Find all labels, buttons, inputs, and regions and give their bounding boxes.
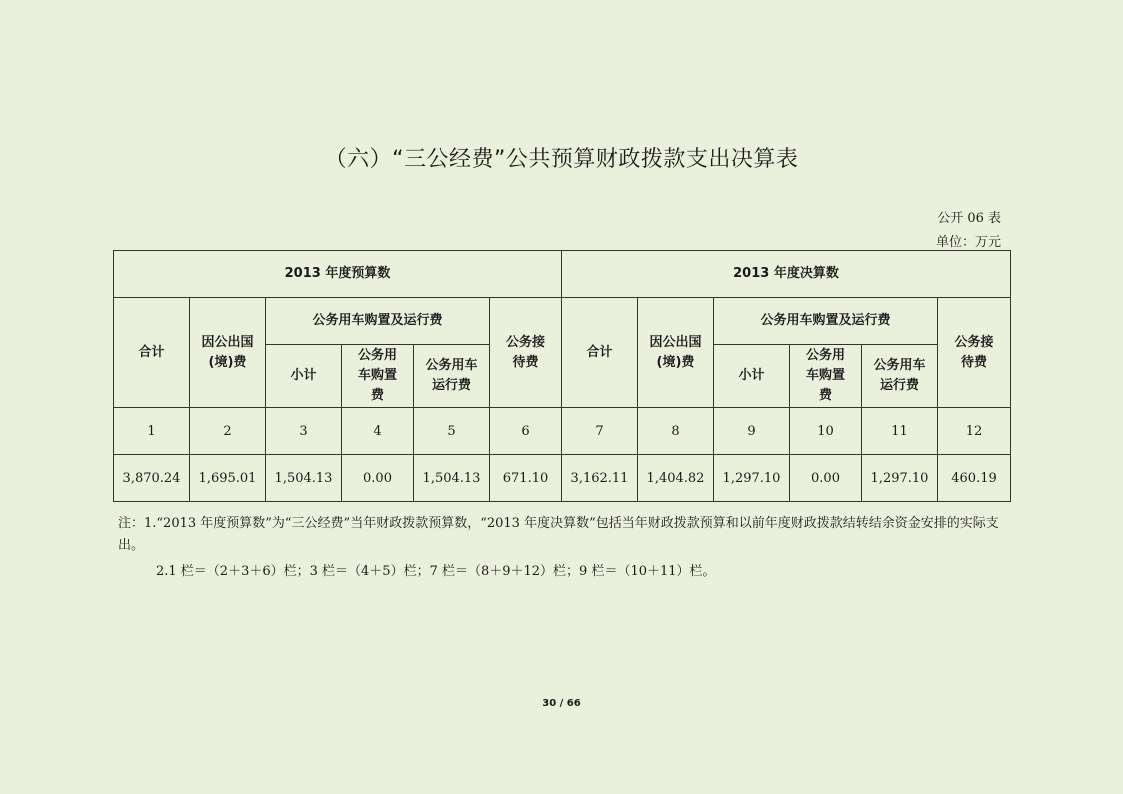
header-total: 合计 [114,298,190,408]
value-cell: 1,297.10 [714,455,790,502]
value-cell: 460.19 [938,455,1011,502]
value-cell: 1,297.10 [862,455,938,502]
header-vehicle-running: 公务用车 运行费 [862,345,938,408]
header-final-2013: 2013 年度决算数 [562,251,1011,298]
header-reception: 公务接 待费 [490,298,562,408]
header-reception: 公务接 待费 [938,298,1011,408]
header-vehicle: 公务用车购置及运行费 [266,298,490,345]
unit-label: 单位：万元 [935,235,1001,250]
table-notes [118,513,1010,583]
table-code: 公开 06 表 [937,211,1001,226]
header-abroad: 因公出国 (境)费 [190,298,266,408]
value-cell: 3,870.24 [114,455,190,502]
header-subtotal: 小计 [266,345,342,408]
value-cell: 1,695.01 [190,455,266,502]
value-cell: 671.10 [490,455,562,502]
header-total: 合计 [562,298,638,408]
value-cell: 0.00 [790,455,862,502]
column-number: 2 [190,408,266,455]
value-cell: 3,162.11 [562,455,638,502]
note-1: 注：1.“2013 年度预算数”为“三公经费”当年财政拨款预算数，“2013 年度决算数”包括当年财政拨款预算和以前年度财政拨款结转结余资金安排的实际支出。 [118,516,999,553]
column-number: 10 [790,408,862,455]
column-number: 5 [414,408,490,455]
value-cell: 1,404.82 [638,455,714,502]
page-number: 30 / 66 [542,698,581,709]
column-number: 9 [714,408,790,455]
column-number: 12 [938,408,1011,455]
header-vehicle: 公务用车购置及运行费 [714,298,938,345]
column-number: 6 [490,408,562,455]
header-abroad: 因公出国 (境)费 [638,298,714,408]
column-number: 1 [114,408,190,455]
value-cell: 0.00 [342,455,414,502]
header-budget-2013: 2013 年度预算数 [114,251,562,298]
value-cell: 1,504.13 [266,455,342,502]
column-number: 11 [862,408,938,455]
header-vehicle-purchase: 公务用 车购置 费 [790,345,862,408]
header-vehicle-running: 公务用车 运行费 [414,345,490,408]
header-vehicle-purchase: 公务用 车购置 费 [342,345,414,408]
column-number: 4 [342,408,414,455]
note-2: 2.1 栏＝（2＋3＋6）栏；3 栏＝（4＋5）栏；7 栏＝（8＋9＋12）栏；9 栏＝（10＋11）栏。 [156,564,716,579]
column-number: 7 [562,408,638,455]
column-number: 8 [638,408,714,455]
page-title: （六）“三公经费”公共预算财政拨款支出决算表 [324,147,799,172]
header-subtotal: 小计 [714,345,790,408]
expenditure-table [113,250,1011,502]
value-cell: 1,504.13 [414,455,490,502]
column-number: 3 [266,408,342,455]
